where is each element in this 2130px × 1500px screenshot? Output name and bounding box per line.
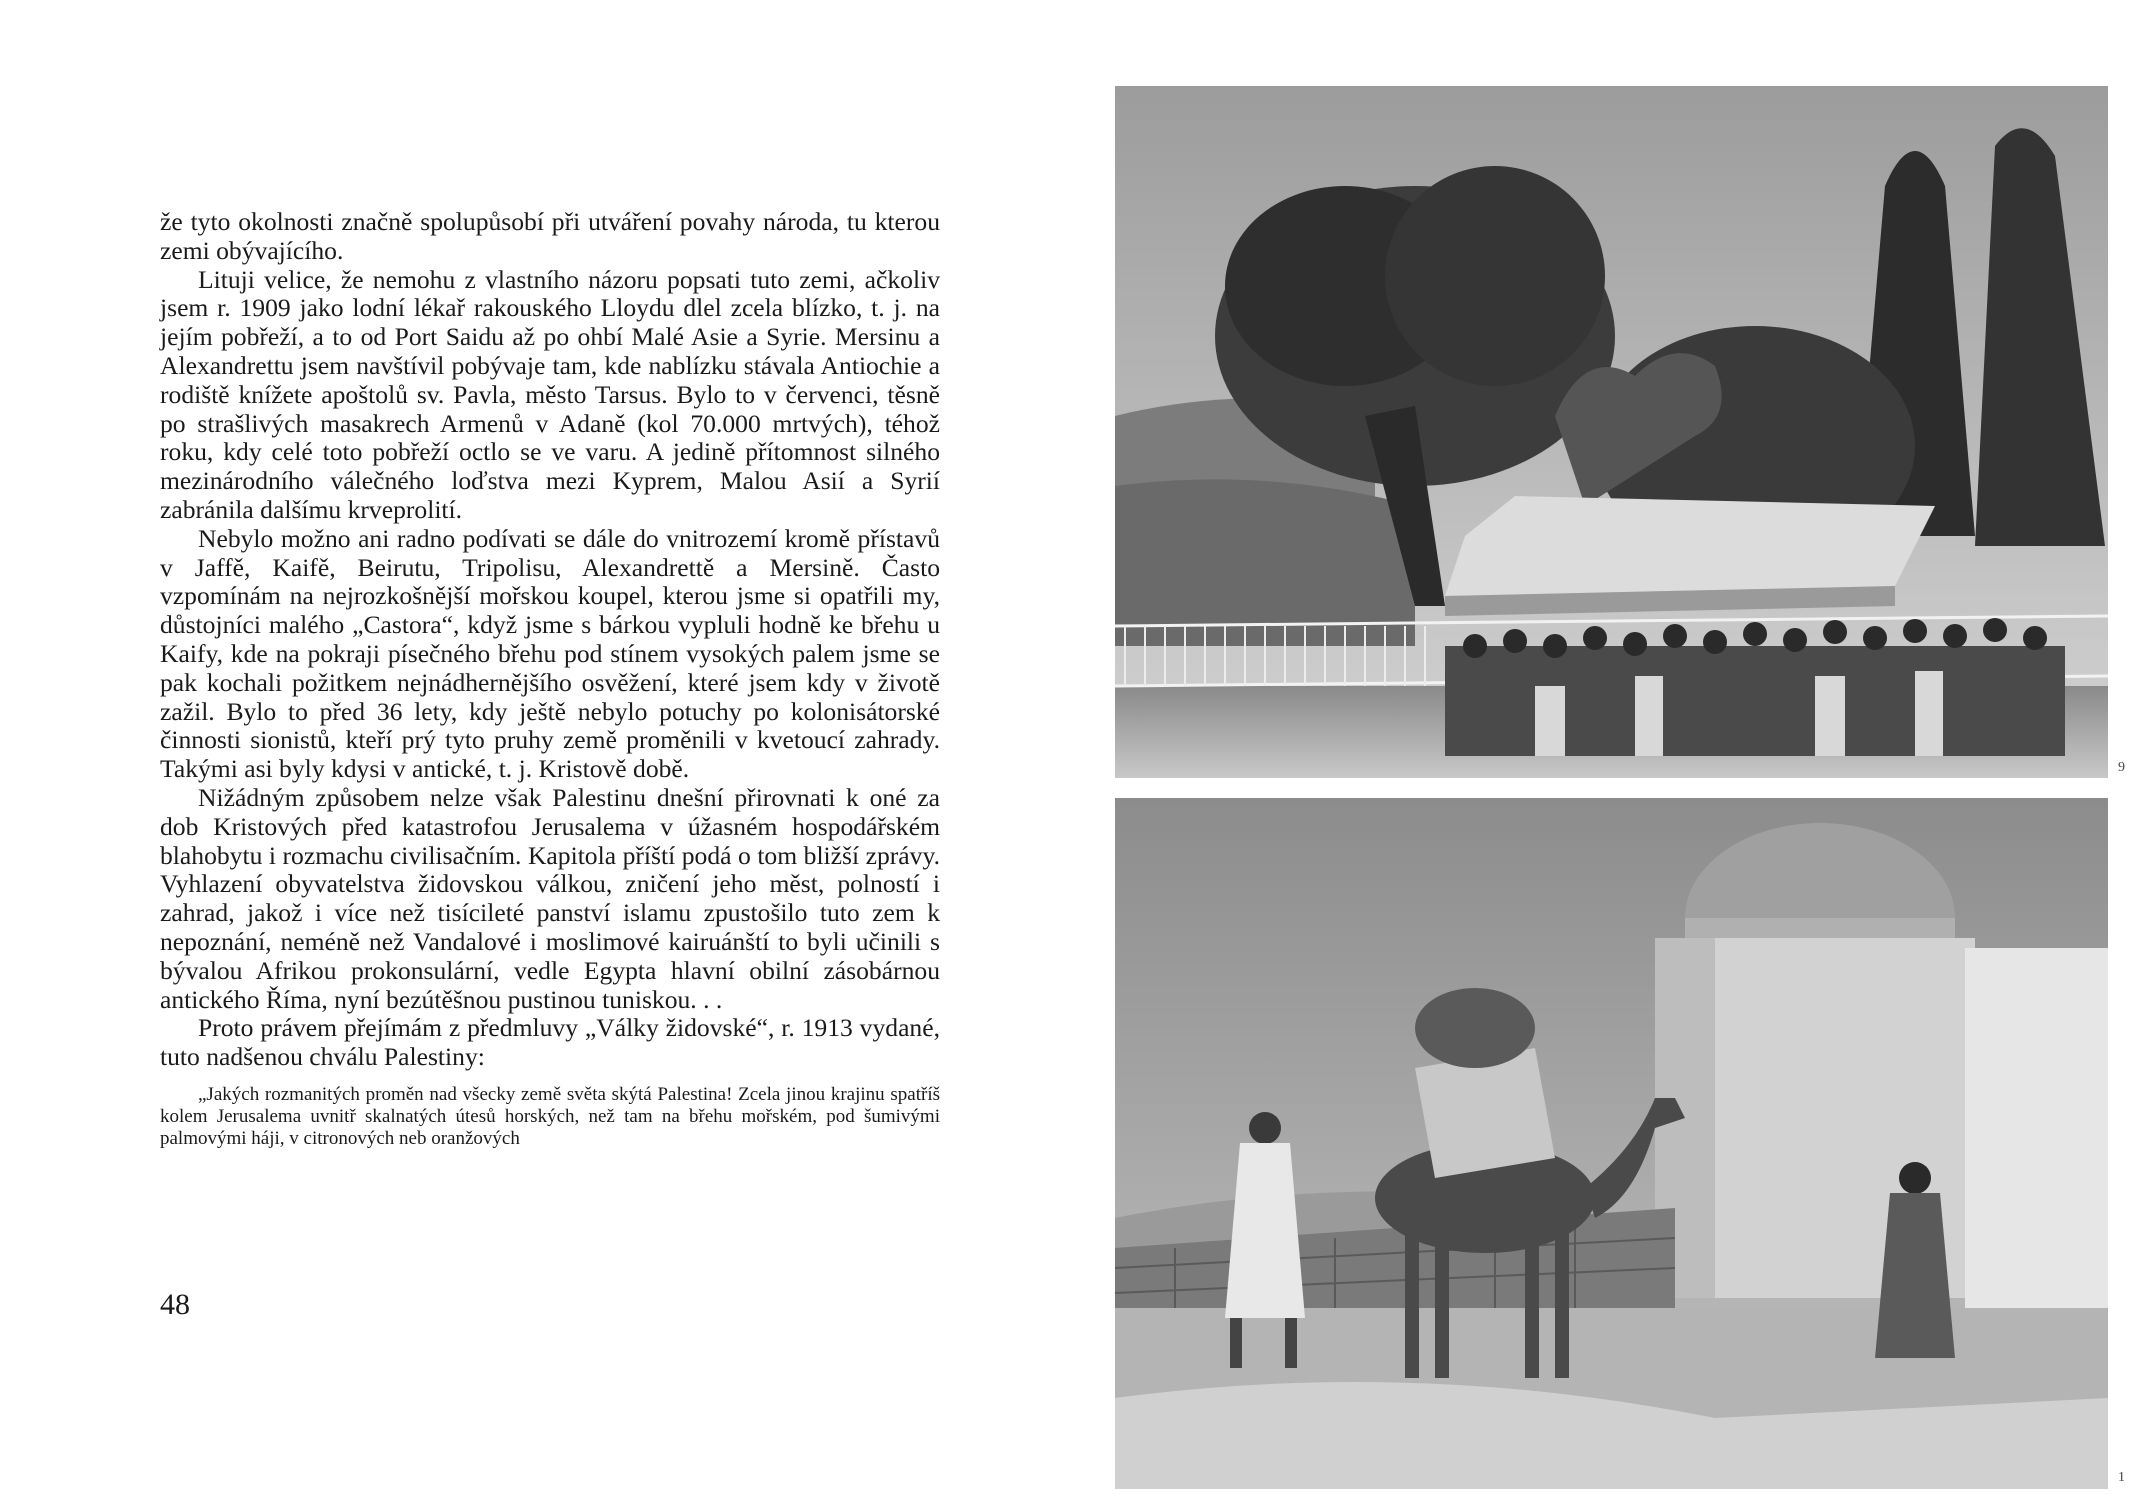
- photo-top-caption-number: 9: [2118, 760, 2125, 775]
- quote-text: „Jakých rozmanitých proměn nad všecky země světa skýtá Palestina! Zcela jinou krajinu spatříš kolem Jerusalema uvnitř skalnatých útesů horských, než tam na břehu mořském, pod šumivými palmovými háji, v citronových neb oranžových: [160, 1083, 940, 1149]
- photo-bottom-caption-number: 1: [2118, 1470, 2125, 1485]
- photo-shrine-crowd: [1115, 86, 2108, 778]
- paragraph-1: že tyto okolnosti značně spolupůsobí při utváření povahy národa, tu kterou zemi obývajícího.: [160, 207, 940, 265]
- photo-shrine-crowd-image: [1115, 86, 2108, 778]
- paragraph-5: Proto právem přejímám z předmluvy „Války židovské“, r. 1913 vydané, tuto nadšenou chválu Palestiny:: [160, 1013, 940, 1072]
- photo-camel-dome: [1115, 798, 2108, 1489]
- left-page: [160, 208, 940, 1150]
- block-quote: [160, 1084, 940, 1150]
- paragraph-2: Lituji velice, že nemohu z vlastního názoru popsati tuto zemi, ačkoliv jsem r. 1909 jako lodní lékař rakouského Lloydu dlel zcela blízko, t. j. na jejím pobřeží, a to od Port Saidu až po ohbí Malé Asie a Syrie. Mersinu a Alexandrettu jsem navštívil pobývaje tam, kde nablízku stávala Antiochie a rodiště knížete apoštolů sv. Pavla, město Tarsus. Bylo to v červenci, těsně po strašlivých masakrech Armenů v Adaně (kol 70.000 mrtvých), téhož roku, kdy celé toto pobřeží octlo se ve varu. A jedině přítomnost silného mezinárodního válečného loďstva mezi Kyprem, Malou Asií a Syrií zabránila dalšímu krveprolití.: [160, 264, 940, 524]
- body-text: [160, 208, 940, 1072]
- paragraph-3: Nebylo možno ani radno podívati se dále do vnitrozemí kromě přístavů v Jaffě, Kaifě, Beirutu, Tripolisu, Alexandrettě a Mersině. Často vzpomínám na nejrozkošnější mořskou koupel, kterou jsme si opatřili my, důstojníci malého „Castora“, když jsme s bárkou vypluli hodně ke břehu u Kaify, kde na pokraji písečného břehu pod stínem vysokých palem jsme se pak kochali požitkem nejnádhernějšího osvěžení, které jsem kdy v životě zažil. Bylo to před 36 lety, kdy ještě nebylo potuchy po kolonisátorské činnosti sionistů, kteří prý tyto pruhy země proměnili v kvetoucí zahrady. Takými asi byly kdysi v antické, t. j. Kristově době.: [160, 523, 940, 784]
- photo-camel-dome-image: [1115, 798, 2108, 1489]
- page-number: 48: [160, 1288, 190, 1321]
- paragraph-4: Nižádným způsobem nelze však Palestinu dnešní přirovnati k oné za dob Kristových před katastrofou Jerusalema v úžasném hospodářském blahobytu i rozmachu civilisačním. Kapitola příští podá o tom bližší zprávy. Vyhlazení obyvatelstva židovskou válkou, zničení jeho měst, polností i zahrad, jakož i více než tisícileté panství islamu zpustošilo tuto zem k nepoznání, neméně než Vandalové i moslimové kairuánští to byli učinili s bývalou Afrikou prokonsulární, vedle Egypta hlavní obilní zásobárnou antického Říma, nyní bezútěšnou pustinou tuniskou. . .: [160, 782, 940, 1014]
